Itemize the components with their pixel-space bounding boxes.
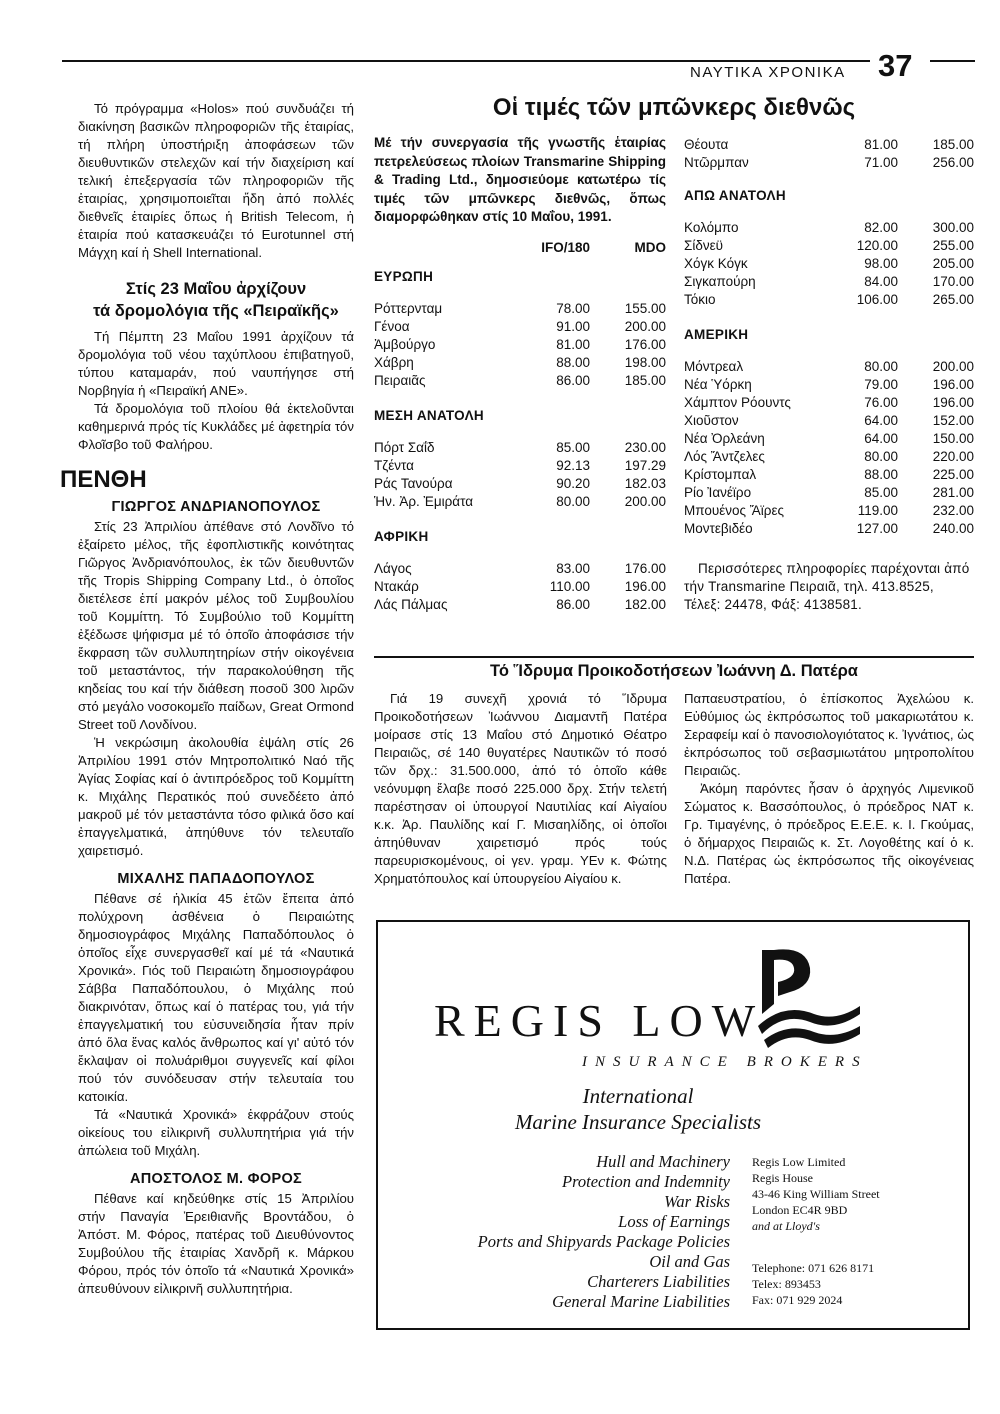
mdo-price: 182.03 [624,475,666,491]
mdo-price: 196.00 [932,377,974,392]
ifo-price: 86.00 [556,372,590,388]
price-row [684,376,974,394]
foundation-column-1 [374,690,667,888]
ifo-price: 76.00 [864,395,898,410]
port-name: Πειραιᾶς [374,372,426,388]
port-name: Λάς Πάλμας [374,596,448,612]
ad-brand: REGIS LOW [434,995,765,1046]
price-row [684,273,974,291]
port-name: Χόγκ Κόγκ [684,256,748,271]
mdo-price: 150.00 [932,431,974,446]
obituary-papadopoulos-p1: Πέθανε σέ ἡλικία 45 ἐτῶν ἔπειτα ἀπό πολύχρονη ἀσθένεια ὁ Πειραιώτης δημοσιογράφος Μιχάλης Παπαδόπουλος ὁ ὁποῖος εἶχε συνεργασθεῖ καί μέ τά «Ναυτικά Χρονικά». Γιός τοῦ Πειραιώτη δημοσιογράφου Σάββα Παπαδόπουλου, ὁ Μιχάλης πού διακρινόταν, ὅπως καί ὁ πατέρας του, γιά τήν ἐπαγγελματική του εὐσυνειδησία ἦταν πρίν ἀπό ὅλα ἕνας καλός ἄνθρωπος καί γι' αὐτό τόν ἔκλαψαν οἱ πολυάριθμοι συγγενεῖς καί φίλοι πού τόν συνόδευσαν στήν τελευταία του κατοικία. [78,891,354,1104]
port-name: Σίδνεϋ [684,238,724,253]
bunkers-right-regions [684,188,974,538]
price-row [684,358,974,376]
ifo-price: 110.00 [549,578,590,594]
ad-address-line: and at Lloyd's [752,1219,820,1233]
ifo-price: 92.13 [556,457,590,473]
regis-low-logo-icon [754,942,864,1060]
price-row [684,502,974,520]
price-row [684,484,974,502]
ifo-price: 84.00 [864,274,898,289]
port-name: Νέα Ὑόρκη [684,377,752,392]
mdo-price: 196.00 [932,395,974,410]
mdo-price: 200.00 [624,318,666,334]
ad-contact-line: Fax: 071 929 2024 [752,1293,843,1307]
ifo-price: 81.00 [556,336,590,352]
ifo-price: 86.00 [556,596,590,612]
port-name: Μοντεβιδέο [684,521,753,536]
obituary-name-foros: ΑΠΟΣΤΟΛΟΣ Μ. ΦΟΡΟΣ [129,1171,303,1187]
peiraiki-paragraph-1: Τή Πέμπτη 23 Μαΐου 1991 ἀρχίζουν τά δρομολόγια τοῦ νέου ταχύπλοου ἐπιβατηγοῦ, τύπου καταμαράν, πού ναυπήγησε στή Νορβηγία ἡ «Πειραϊκή ΑΝΕ». [78,329,354,398]
ad-address-line: 43-46 King William Street [752,1187,880,1201]
port-name: Χάμπτον Ρόουντς [684,395,791,410]
ad-address-line: London EC4R 9BD [752,1203,848,1217]
price-row [374,475,666,493]
ifo-price: 98.00 [864,256,898,271]
price-row [684,412,974,430]
mdo-price: 281.00 [932,485,974,500]
port-name: Χάβρη [374,354,414,370]
obituary-papadopoulos-p2: Τά «Ναυτικά Χρονικά» ἐκφράζουν στούς οἰκείους του εἰλικρινῆ συλλυπητήρια γιά τήν ἀπώλεια τοῦ Μιχάλη. [78,1107,354,1158]
mdo-price: 240.00 [932,521,974,536]
price-row [684,291,974,309]
port-name: Σιγκαπούρη [684,274,756,289]
ifo-price: 88.00 [556,354,590,370]
bunkers-right-table [684,136,974,614]
foundation-paragraph-2: Παπαευστρατίου, ὁ ἐπίσκοπος Ἀχελώου κ. Εὐθύμιος ὡς ἐκπρόσωπος τοῦ μακαριωτάτου κ. Σεραφείμ καί ὁ πανοσιολογιότατος κ. Ἰγνάτιος, ὡς ἐκπρόσωπος τοῦ σεβασμιωτάτου μητροπολίτου Πειραιῶς. [684,691,974,778]
port-name: Ράς Τανούρα [374,475,453,491]
ad-service-line: Loss of Earnings [618,1212,730,1231]
mdo-price: 232.00 [932,503,974,518]
ad-tagline-2: Marine Insurance Specialists [514,1110,762,1134]
price-row [684,154,974,172]
mdo-price: 176.00 [624,560,666,576]
price-row [374,457,666,475]
peiraiki-title [78,278,354,322]
port-name: Κολόμπο [684,220,739,235]
mdo-price: 170.00 [932,274,974,289]
price-row [684,448,974,466]
price-row [374,336,666,354]
bunkers-intro: Μέ τήν συνεργασία τῆς γνωστῆς ἑταιρίας πετρελεύσεως πλοίων Transmarine Shipping & Trading Ltd., δημοσιεύομε κατωτέρω τίς τιμές τῶν μπῶνκερς διεθνῶς, ὅπως διαμορφώθηκαν στίς 10 Μαΐου, 1991. [374,135,666,224]
ad-tagline-1: International [582,1084,694,1108]
header-rule-right [930,60,975,62]
ad-service-line: Charterers Liabilities [587,1272,730,1291]
ifo-price: 90.20 [556,475,590,491]
obituaries-heading: ΠΕΝΘΗ [60,466,147,493]
ifo-price: 71.00 [864,155,898,170]
price-row [684,466,974,484]
column-header-ifo: IFO/180 [541,239,590,255]
mdo-price: 197.29 [624,457,666,473]
mdo-price: 182.00 [624,596,666,612]
mdo-price: 185.00 [932,137,974,152]
region-heading: ΜΕΣΗ ΑΝΑΤΟΛΗ [374,407,484,423]
bunkers-title: Οἱ τιμές τῶν μπῶνκερς διεθνῶς [492,94,856,121]
price-row [684,136,974,154]
port-name: Ντακάρ [374,578,419,594]
ifo-price: 79.00 [864,377,898,392]
ad-service-line: General Marine Liabilities [552,1292,730,1311]
ad-service-line: Protection and Indemnity [561,1172,730,1191]
mdo-price: 220.00 [932,449,974,464]
ad-contact-line: Telex: 893453 [752,1277,821,1291]
ifo-price: 64.00 [864,413,898,428]
bunkers-left-table [374,134,666,614]
ifo-price: 81.00 [864,137,898,152]
port-name: Πόρτ Σαΐδ [374,439,435,455]
mdo-price: 256.00 [932,155,974,170]
ifo-price: 88.00 [864,467,898,482]
obituary-name-papadopoulos: ΜΙΧΑΛΗΣ ΠΑΠΑΔΟΠΟΥΛΟΣ [117,871,315,887]
ifo-price: 91.00 [556,318,590,334]
port-name: Μπουένος Ἄϊρες [684,503,784,518]
port-name: Χιοῦστον [684,413,739,428]
price-row [374,318,666,336]
bunkers-right-top-rows [684,136,974,172]
port-name: Ἡν. Ἀρ. Ἐμιράτα [374,493,474,509]
price-row [374,596,666,614]
price-row [374,354,666,372]
price-row [684,430,974,448]
obituary-andrianopoulos-p1: Στίς 23 Ἀπριλίου ἀπέθανε στό Λονδῖνο τό ἐξαίρετο μέλος, τῆς ἐφοπλιστικῆς κοινότητας Γιῶργος Ἀνδριανόπουλος, ἐκ τῶν διευθυντῶν τῆς Tropis Shipping Company Ltd., ὁ ὁποῖος διετέλεσε ἐπί μακρόν μέλος τοῦ Συμβουλίου τοῦ Κομμίττη. Τό Συμβούλιο τοῦ Κομμίττη ἐξέδωσε ψήφισμα μέ τό ὁποῖο ἀποφάσισε τήν ἔκφραση τῶν συλλυπητηρίων στήν οἰκογένεια τοῦ μεταστάντος, τήν παρακολούθηση τῆς κηδείας του καί τήν διάθεση ποσοῦ 300 λιρῶν στό μεγάλο νοσοκομεῖο παίδων, Great Ormond Street τοῦ Λονδίνου. [78,519,354,732]
port-name: Νέα Ὀρλεάνη [684,431,765,446]
port-name: Τόκιο [684,292,716,307]
price-row [684,219,974,237]
ad-services-list [418,1152,730,1312]
port-name: Μόντρεαλ [684,359,744,374]
section-title: ΝΑΥΤΙΚΑ ΧΡΟΝΙΚΑ [690,64,846,81]
ifo-price: 80.00 [556,493,590,509]
port-name: Θέουτα [684,137,729,152]
mdo-price: 155.00 [624,300,666,316]
ad-address-line: Regis House [752,1171,813,1185]
ad-contacts-block [752,1260,952,1308]
ad-service-line: Oil and Gas [649,1252,730,1271]
column-header-mdo: MDO [634,239,666,255]
mdo-price: 205.00 [932,256,974,271]
region-heading: ΑΜΕΡΙΚΗ [684,327,749,342]
bunkers-column-headers [374,239,666,257]
ifo-price: 83.00 [556,560,590,576]
obituary-andrianopoulos-p2: Ἡ νεκρώσιμη ἀκολουθία ἐψάλη στίς 26 Ἀπριλίου 1991 στόν Μητροπολιτικό Ναό τῆς Ἁγίας Σοφίας καί ὁ ἀντιπρόεδρος τοῦ Κομμίττη κ. Μιχάλης Περατικός πού συνεδέετο ἀπό μακροῦ μέ τόν μεταστάντα τόσο φιλικά ὅσο καί ἐπαγγελματικά, ἀπηύθυνε τόν τελευταῖο χαιρετισμό. [78,735,354,858]
header-rule-left [62,60,870,62]
regis-low-advertisement [376,920,970,1330]
ad-subtitle: INSURANCE BROKERS [582,1054,868,1070]
ad-service-line: War Risks [664,1192,730,1211]
peiraiki-paragraph-2: Τά δρομολόγια τοῦ πλοίου θά ἐκτελοῦνται καθημερινά πρός τίς Κυκλάδες μέ ἀφετηρία τόν Φλοῖσβο τοῦ Φαλήρου. [78,401,354,452]
ad-address-line: Regis Low Limited [752,1155,846,1169]
ad-address-block [752,1154,952,1234]
mdo-price: 196.00 [624,578,666,594]
mdo-price: 230.00 [624,439,666,455]
ifo-price: 85.00 [864,485,898,500]
foundation-title: Τό Ἵδρυμα Προικοδοτήσεων Ἰωάννη Δ. Πατέρα [490,662,858,680]
ad-contact-line: Telephone: 071 626 8171 [752,1261,875,1275]
ifo-price: 78.00 [556,300,590,316]
foundation-rule [374,656,974,658]
port-name: Ντῶρμπαν [684,155,749,170]
ifo-price: 80.00 [864,359,898,374]
ifo-price: 64.00 [864,431,898,446]
peiraiki-title-line2: τά δρομολόγια τῆς «Πειραϊκῆς» [93,302,339,320]
port-name: Γένοα [374,318,410,334]
ifo-price: 106.00 [856,292,898,307]
peiraiki-title-line1: Στίς 23 Μαΐου ἀρχίζουν [125,280,307,298]
price-row [684,255,974,273]
ifo-price: 127.00 [856,521,898,536]
port-name: Ρίο Ἰανέϊρο [684,485,752,500]
mdo-price: 176.00 [624,336,666,352]
region-heading: ΑΦΡΙΚΗ [374,528,429,544]
price-row [374,560,666,578]
mdo-price: 265.00 [932,292,974,307]
region-heading: ΕΥΡΩΠΗ [374,268,434,284]
price-row [374,300,666,318]
bunkers-left-regions [374,269,666,614]
price-row [374,372,666,390]
mdo-price: 200.00 [932,359,974,374]
mdo-price: 225.00 [932,467,974,482]
ifo-price: 82.00 [864,220,898,235]
price-row [684,394,974,412]
port-name: Κρίστομπαλ [684,467,757,482]
price-row [374,578,666,596]
mdo-price: 255.00 [932,238,974,253]
foundation-column-2 [684,690,974,888]
region-heading: ΑΠΩ ΑΝΑΤΟΛΗ [684,188,786,203]
port-name: Τζέντα [374,457,414,473]
ifo-price: 85.00 [556,439,590,455]
mdo-price: 185.00 [624,372,666,388]
mdo-price: 152.00 [932,413,974,428]
left-column [60,100,354,1298]
ad-service-line: Ports and Shipyards Package Policies [477,1232,730,1251]
mdo-price: 300.00 [932,220,974,235]
mdo-price: 198.00 [624,354,666,370]
price-row [684,237,974,255]
price-row [374,439,666,457]
ifo-price: 120.00 [856,238,898,253]
foundation-paragraph-3: Ἀκόμη παρόντες ἦσαν ὁ ἀρχηγός Λιμενικοῦ Σώματος κ. Βασσόπουλος, ὁ πρόεδρος ΝΑΤ κ. Γρ. Τιμαγένης, ὁ πρόεδρος Ε.Ε.Ε. κ. Ι. Γκούμας, ὁ δήμαρχος Πειραιῶς κ. Στ. Λογοθέτης καί ὁ κ. Ν.Δ. Πατέρας ὡς ἐκπρόσωπος τῆς οἰκογένειας Πατέρα. [684,781,974,886]
holos-paragraph: Τό πρόγραμμα «Holos» πού συνδυάζει τή διακίνηση βασικῶν πληροφοριῶν τῆς ἑταιρίας, τή πλήρη ὑποστήριξη ἀποφάσεων τῶν διευθυντικῶν στελεχῶν καί τήν διαχείριση καί τελική ἐπεξεργασία τῶν πληροφοριῶν τῆς ἑταιρίας, χρησιμοποιεῖται ἤδη ἀπό πολλές διεθνεῖς ἑταιρίες ὅπως ἡ British Telecom, ἡ ἑταιρία πού κατασκευάζει τό Eurotunnel στή Μάγχη καί ἡ Shell International. [78,101,354,260]
obituary-foros-p1: Πέθανε καί κηδεύθηκε στίς 15 Ἀπριλίου στήν Παναγία Ἐρειθιανῆς Βροντάδου, ὁ Ἀπόστ. Μ. Φόρος, πατέρας τοῦ Διευθύνοντος Συμβούλου τῆς ἑταιρίας Χανδρῆ κ. Μάρκου Φόρου, πρός τόν ὁποῖο τά «Ναυτικά Χρονικά» ἀπευθύνουν εἰλικρινῆ συλλυπητήρια. [78,1191,354,1296]
ad-service-line: Hull and Machinery [596,1152,730,1171]
port-name: Λός Ἄντζελες [684,449,765,464]
ifo-price: 119.00 [857,503,898,518]
mdo-price: 200.00 [624,493,666,509]
port-name: Λάγος [374,560,412,576]
ifo-price: 80.00 [864,449,898,464]
price-row [684,520,974,538]
page-number: 37 [878,48,913,83]
port-name: Ρόττερνταμ [374,300,443,316]
price-row [374,493,666,511]
port-name: Ἀμβούργο [374,336,436,352]
bunkers-more-info: Περισσότερες πληροφορίες παρέχονται ἀπό τήν Transmarine Πειραιᾶ, τηλ. 413.8525, Τέλεξ: 24478, Φάξ: 4138581. [684,561,970,612]
obituary-name-andrianopoulos: ΓΙΩΡΓΟΣ ΑΝΔΡΙΑΝΟΠΟΥΛΟΣ [111,499,321,515]
foundation-paragraph-1: Γιά 19 συνεχῆ χρονιά τό Ἵδρυμα Προικοδοτήσεων Ἰωάννου Διαμαντῆ Πατέρα μοίρασε στίς 13 Μαΐου στό Δημοτικό Θέατρο Πειραιῶς, σέ 140 θυγατέρες Ναυτικῶν τό ποσό τῶν δρχ.: 31.500.000, ἀπό τό ὁποῖο κάθε νεόνυμφη ἔλαβε ποσό 225.000 δρχ. Στήν τελετή παρέστησαν οἱ ὑπουργοί Ναυτιλίας καί Αἰγαίου κ.κ. Ἀρ. Παυλίδης καί Γ. Μισαηλίδης, οἱ ὁποῖοι ἀπηύθυναν χαιρετισμό πρός τούς παρευρισκομένους, οἱ γεν. γραμ. ΥΕν κ. Φώτης Χρηματόπουλος καί ὑπουργείου Αἰγαίου κ. [374,691,667,886]
